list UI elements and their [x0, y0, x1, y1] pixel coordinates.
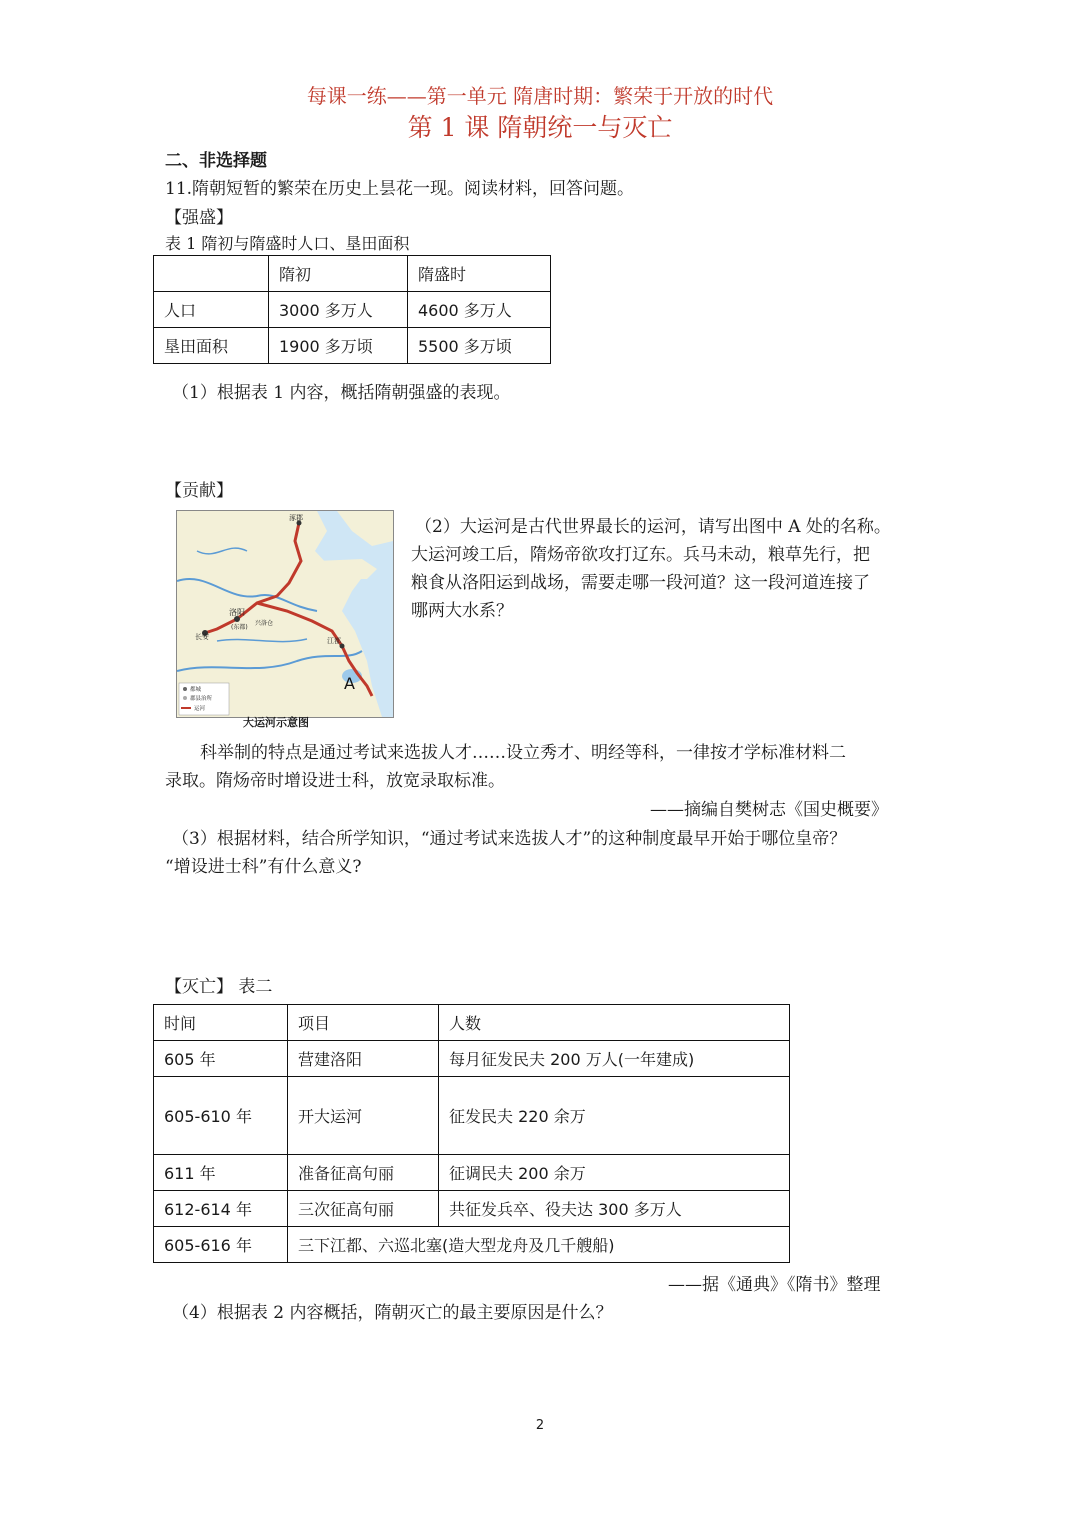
table-cell: 人口 — [154, 292, 269, 328]
table2-header-cell: 项目 — [288, 1005, 439, 1041]
part2-label: 【贡献】 — [165, 481, 233, 501]
legend-capital-icon — [183, 687, 187, 691]
label-luoyang: 洛阳 — [229, 608, 245, 617]
table-cell: 605 年 — [154, 1041, 288, 1077]
question-2-line: （2）大运河是古代世界最长的运河，请写出图中 A 处的名称。 — [415, 517, 891, 537]
table1-header-cell: 隋盛时 — [408, 256, 551, 292]
table2-header-cell: 人数 — [439, 1005, 790, 1041]
part1-label: 【强盛】 — [165, 208, 233, 228]
table-cell: 三次征高句丽 — [288, 1191, 439, 1227]
table-cell: 每月征发民夫 200 万人(一年建成) — [439, 1041, 790, 1077]
label-dongdu: (东都) — [231, 624, 248, 631]
material-line: 科举制的特点是通过考试来选拔人才……设立秀才、明经等科，一律按才学标准材料二 — [200, 743, 846, 763]
table-cell: 4600 多万人 — [408, 292, 551, 328]
table-row — [154, 1155, 790, 1191]
table2-header-cell: 时间 — [154, 1005, 288, 1041]
table1-header-cell: 隋初 — [269, 256, 408, 292]
table-cell: 611 年 — [154, 1155, 288, 1191]
table-row — [154, 1191, 790, 1227]
part4-label: 【灭亡】 表二 — [165, 977, 273, 997]
table-cell: 三下江都、六巡北塞(造大型龙舟及几千艘船) — [288, 1227, 790, 1263]
table-cell: 开大运河 — [288, 1077, 439, 1155]
grand-canal-map — [176, 510, 394, 718]
page-number: 2 — [535, 1418, 545, 1433]
table-row — [154, 328, 551, 364]
table-cell: 准备征高句丽 — [288, 1155, 439, 1191]
table-cell: 612-614 年 — [154, 1191, 288, 1227]
question-3-line: “增设进士科”有什么意义? — [165, 857, 362, 877]
map-caption: 大运河示意图 — [243, 716, 309, 729]
series-title: 每课一练——第一单元 隋唐时期：繁荣于开放的时代 — [306, 84, 774, 108]
question-stem: 11.隋朝短暂的繁荣在历史上昙花一现。阅读材料，回答问题。 — [165, 179, 635, 199]
lesson-title: 第 1 课 隋朝统一与灭亡 — [407, 113, 673, 142]
label-zhuojun: 涿郡 — [289, 514, 303, 522]
question-1: （1）根据表 1 内容，概括隋朝强盛的表现。 — [172, 383, 511, 403]
material-line: 录取。隋炀帝时增设进士科，放宽录取标准。 — [165, 771, 505, 791]
legend-capital-text: 都城 — [190, 687, 202, 693]
table-row — [154, 292, 551, 328]
table-row — [154, 1077, 790, 1155]
question-3-line: （3）根据材料，结合所学知识，“通过考试来选拔人才”的这种制度最早开始于哪位皇帝？ — [172, 829, 847, 849]
label-point-a: A — [344, 674, 355, 693]
table2 — [153, 1004, 790, 1263]
legend-city-text: 郡县治所 — [190, 696, 213, 702]
table-cell: 营建洛阳 — [288, 1041, 439, 1077]
table-cell: 1900 多万顷 — [269, 328, 408, 364]
table-cell: 605-610 年 — [154, 1077, 288, 1155]
table-cell: 垦田面积 — [154, 328, 269, 364]
legend-canal-text: 运河 — [194, 706, 206, 712]
table-cell: 征调民夫 200 余万 — [439, 1155, 790, 1191]
question-2-line: 哪两大水系？ — [411, 601, 513, 621]
section-heading: 二、非选择题 — [165, 151, 267, 171]
table1 — [153, 255, 551, 364]
table-row — [154, 1227, 790, 1263]
table1-header-cell — [154, 256, 269, 292]
question-2-line: 大运河竣工后，隋炀帝欲攻打辽东。兵马未动，粮草先行，把 — [411, 545, 870, 565]
material-source: ——摘编自樊树志《国史概要》 — [650, 800, 888, 820]
question-4: （4）根据表 2 内容概括，隋朝灭亡的最主要原因是什么？ — [172, 1303, 613, 1323]
question-2-line: 粮食从洛阳运到战场，需要走哪一段河道？这一段河道连接了 — [411, 573, 870, 593]
table-cell: 共征发兵卒、役夫达 300 多万人 — [439, 1191, 790, 1227]
table-cell: 3000 多万人 — [269, 292, 408, 328]
table-cell: 征发民夫 220 余万 — [439, 1077, 790, 1155]
table-cell: 605-616 年 — [154, 1227, 288, 1263]
table-row — [154, 1041, 790, 1077]
legend-city-icon — [183, 696, 187, 700]
label-xingluocang: 兴洛仓 — [255, 620, 274, 627]
table1-header-row — [154, 256, 551, 292]
map-graphic — [177, 511, 393, 717]
table2-source: ——据《通典》《隋书》整理 — [668, 1275, 881, 1295]
table-cell: 5500 多万顷 — [408, 328, 551, 364]
liaodong — [337, 511, 393, 546]
table1-caption: 表 1 隋初与隋盛时人口、垦田面积 — [165, 234, 410, 253]
label-jiangdu: 江都 — [327, 637, 341, 645]
table2-header-row — [154, 1005, 790, 1041]
label-changan: 长安 — [195, 633, 209, 641]
